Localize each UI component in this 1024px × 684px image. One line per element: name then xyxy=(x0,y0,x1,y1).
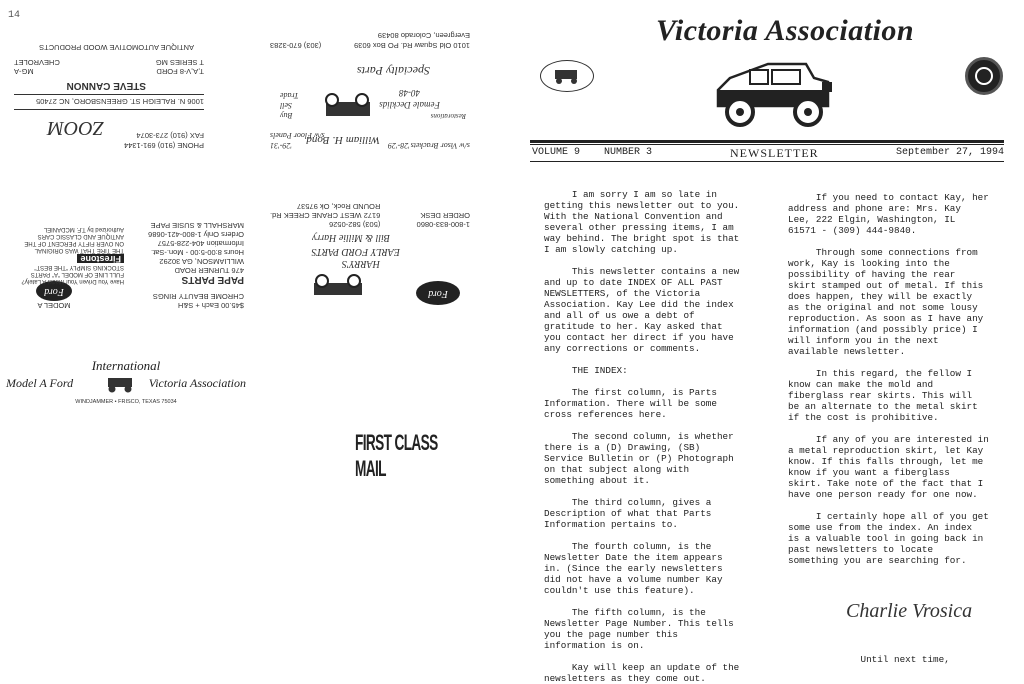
specialty-parts-ad xyxy=(270,25,470,150)
body-line xyxy=(544,255,739,266)
ad-right-0: T SERIES MG xyxy=(155,58,204,67)
body-line xyxy=(788,357,989,368)
body-line: Newsletter Date the item appears xyxy=(544,552,723,563)
signature: Charlie Vrosica xyxy=(846,600,973,622)
body-line: you contact her direct if you have xyxy=(544,332,734,343)
antique-wood-ad xyxy=(14,40,204,150)
body-line: available newsletter. xyxy=(788,346,906,357)
number-label: NUMBER 3 xyxy=(604,147,653,158)
newsletter-title: Victoria Association xyxy=(656,14,915,47)
association-emblem-icon xyxy=(540,60,594,92)
zoom-logo: ZOOM xyxy=(47,117,104,139)
body-line xyxy=(788,632,989,643)
body-line: The first column, is Parts xyxy=(544,387,717,398)
body-line: This newsletter contains a new xyxy=(544,266,740,277)
ad-fax: FAX (910) 273-3074 xyxy=(136,131,204,140)
body-line: several other pressing items, I am xyxy=(544,222,734,233)
pape-addr2: WILLIAMSON, GA 30292 xyxy=(159,257,244,266)
pape-parts-ad xyxy=(14,195,244,310)
body-line: did not have a volume number Kay xyxy=(544,574,723,585)
body-line: Kay will keep an update of the xyxy=(544,662,740,673)
fs-line-1: FULL LINE OF MODEL "A" PARTS xyxy=(30,271,124,277)
body-line: in. (Since the early newsletters xyxy=(544,563,723,574)
side2: Sell xyxy=(280,101,292,110)
body-line: be an alternate to the metal skirt xyxy=(788,401,978,412)
body-line: any corrections or comments. xyxy=(544,343,701,354)
pape-addr1: 476 TURNER ROAD xyxy=(174,266,244,275)
model-a-victoria-icon xyxy=(710,56,840,130)
ad-phone: PHONE (910) 691-1344 xyxy=(123,141,204,150)
chrome-price: $45.00 Each + S&H xyxy=(177,301,244,310)
body-line xyxy=(544,376,739,387)
body-line: you the page number this xyxy=(544,629,678,640)
order-phone: 1-800-833-0860 xyxy=(416,220,470,229)
body-line: NEWSLETTERS, of the Victoria xyxy=(544,288,701,299)
body-line: and up to date INDEX OF ALL PAST xyxy=(544,277,723,288)
specialty-addr1: 1010 Old Squaw Rd. PO Box 6039 xyxy=(354,41,470,50)
body-line xyxy=(544,651,739,662)
vintage-car-icon xyxy=(300,273,370,303)
pape-orders: Orders Only 1-800-421-0686 xyxy=(148,230,244,239)
body-line xyxy=(788,577,989,588)
ad-left-1: MG-A xyxy=(14,67,34,76)
harrys-addr1: 6172 WEST CRANE CREEK Rd. xyxy=(270,211,381,220)
body-line: information (and possibly price) I xyxy=(788,324,978,335)
body-line xyxy=(788,643,989,654)
owner-name: William H. Bond xyxy=(306,134,380,146)
body-line: skirt stamped out of metal. If this xyxy=(788,280,984,291)
body-line: Through some connections from xyxy=(788,247,978,258)
body-line xyxy=(788,423,989,434)
body-line: skirt. Take note of the fact that I xyxy=(788,478,984,489)
body-line: something about it. xyxy=(544,475,651,486)
harrys-ad xyxy=(270,200,470,305)
body-line: cross references here. xyxy=(544,409,667,420)
ad-line1: ANTIQUE AUTOMOTIVE WOOD PRODUCTS xyxy=(39,43,194,52)
body-line: possibility of having the rear xyxy=(788,269,956,280)
specialty-phone: (303) 670-3283 xyxy=(270,41,322,50)
side1: Trade xyxy=(280,91,299,100)
body-line: work, Kay is looking into the xyxy=(788,258,950,269)
body-line: In this regard, the fellow I xyxy=(788,368,973,379)
body-line: 61571 - (309) 444-9840. xyxy=(788,225,917,236)
fs-line-3: THE TIRE THAT WAS ORIGINAL xyxy=(34,247,124,253)
body-line: there is a (D) Drawing, (SB) xyxy=(544,442,701,453)
body-line: as the original and not some lousy xyxy=(788,302,978,313)
corner-mark: 14 xyxy=(8,10,21,21)
body-line: know if you want a fiberglass xyxy=(788,467,950,478)
body-line: know. If this falls through, let me xyxy=(788,456,984,467)
ad-address: 1006 N. RALEIGH ST. GREENSBORO, NC 27405 xyxy=(36,97,204,106)
ad-name: STEVE CANNON xyxy=(66,80,146,91)
harrys-addr2: ROUND Rock, Ok 97537 xyxy=(296,202,381,211)
body-line: I certainly hope all of you get xyxy=(788,511,989,522)
side4: Female Decklids xyxy=(379,100,440,110)
body-line: on that subject along with xyxy=(544,464,690,475)
side5: 40-48 xyxy=(399,88,420,98)
harrys-names: Bill & Millie Harry xyxy=(311,232,390,243)
first-class-mail: FIRST CLASS MAIL xyxy=(355,430,438,481)
right-note: s/w Visor Brackets xyxy=(410,141,470,150)
car-emblem-icon xyxy=(102,374,138,394)
fs-line-6: Authorized by T.F. MCDANIEL xyxy=(43,226,124,232)
body-line: have one person ready for one now. xyxy=(788,489,978,500)
body-line: Description of what that Parts xyxy=(544,508,712,519)
body-line: With the National Convention and xyxy=(544,211,723,222)
specialty-addr2: Evergreen, Colorado 80439 xyxy=(377,31,470,40)
fs-line-0: Have You Driven Your Model A Lately? xyxy=(21,278,124,284)
body-line: Information. There will be some xyxy=(544,398,717,409)
body-line: Service Bulletin or (P) Photograph xyxy=(544,453,734,464)
left-note: s/w Floor Panels xyxy=(270,131,325,140)
ford-oval-logo: Ford xyxy=(36,281,72,301)
firestone-logo: Firestone xyxy=(77,254,124,263)
club-seal-icon xyxy=(965,57,1003,95)
body-line: Newsletter Page Number. This tells xyxy=(544,618,734,629)
right-yr: '28-'29 xyxy=(387,141,410,150)
order-label: ORDER DESK xyxy=(420,211,470,220)
intl-address: WINDJAMMER • FRISCO, TEXAS 75034 xyxy=(75,399,177,405)
fs-line-4: ON OVER FIFTY PERCENT OF THE xyxy=(24,240,124,246)
body-line xyxy=(544,486,739,497)
body-line: does happen, they will be exactly xyxy=(788,291,973,302)
intl-line2-left: Model A Ford xyxy=(6,376,74,390)
body-line: couldn't use this feature). xyxy=(544,585,695,596)
body-line: is a valuable tool in going back in xyxy=(788,533,984,544)
ad-left-0: CHEVROLET xyxy=(14,58,60,67)
body-line: I am sorry I am so late in xyxy=(544,189,717,200)
harrys-line2: EARLY FORD PARTS xyxy=(311,246,400,257)
left-yr: '29-'31 xyxy=(270,141,293,150)
model-a-label: MODEL A xyxy=(37,301,71,310)
body-line: If any of you are interested in xyxy=(788,434,989,445)
body-line xyxy=(544,596,739,607)
volume-label: VOLUME 9 xyxy=(532,147,581,158)
body-line: Association. Kay Lee did the index xyxy=(544,299,734,310)
body-line: The second column, is whether xyxy=(544,431,734,442)
car-rollover-icon xyxy=(310,92,380,122)
body-line: Until next time, xyxy=(788,654,950,665)
body-line: and all of us owe a debt of xyxy=(544,310,695,321)
pape-title: PAPE PARTS xyxy=(181,274,244,285)
body-line: if the cost is prohibitive. xyxy=(788,412,939,423)
side3: Buy xyxy=(280,111,293,120)
harrys-phone1: (503) 582-0526 xyxy=(329,220,381,229)
body-column-right xyxy=(788,192,989,665)
body-line: The fifth column, is the xyxy=(544,607,706,618)
body-line xyxy=(788,236,989,247)
ford-oval-logo-2: Ford xyxy=(416,281,460,305)
body-line: a metal reproduction skirt, let Kay xyxy=(788,445,984,456)
intl-line2-right: Victoria Association xyxy=(148,376,246,390)
body-line xyxy=(544,420,739,431)
fs-line-2: STOCKING SIMPLY "THE BEST" xyxy=(34,264,124,270)
body-line: address and phone are: Mrs. Kay xyxy=(788,203,961,214)
body-line: something you are searching for. xyxy=(788,555,967,566)
pape-hours: Hours 8:00-5:00 - Mon.-Sat. xyxy=(151,248,244,257)
body-line: information is on. xyxy=(544,640,645,651)
pape-owners: MARSHALL & SUSIE PAPE xyxy=(150,221,244,230)
body-line xyxy=(544,354,739,365)
body-line: Information pertains to. xyxy=(544,519,678,530)
body-line: reproduction. As soon as I have any xyxy=(788,313,984,324)
intl-line1: International xyxy=(91,358,161,373)
body-line: The fourth column, is the xyxy=(544,541,712,552)
chrome-product: CHROME BEAUTY RINGS xyxy=(152,292,244,301)
newsletter-label: NEWSLETTER xyxy=(730,146,819,160)
return-address xyxy=(6,358,246,407)
pape-info: Information 404-228-5757 xyxy=(157,239,244,248)
body-line: some use from the index. An index xyxy=(788,522,973,533)
body-line xyxy=(788,588,989,599)
fs-line-5: ANTIQUE AND CLASSIC CARS xyxy=(37,233,124,239)
body-line: gratitude to her. Kay asked that xyxy=(544,321,723,332)
body-line xyxy=(788,500,989,511)
body-line: Lee, 222 Elgin, Washington, IL xyxy=(788,214,956,225)
body-line: know can make the mold and xyxy=(788,379,934,390)
newsletter-banner xyxy=(530,140,1004,162)
body-line xyxy=(544,530,739,541)
body-column-left xyxy=(544,189,739,684)
body-line xyxy=(788,566,989,577)
ad-right-1: T,A,V-8 FORD xyxy=(156,67,204,76)
body-line: I am slowly catching up. xyxy=(544,244,678,255)
body-line: will inform you in the next xyxy=(788,335,939,346)
body-line: fiberglass rear skirts. This will xyxy=(788,390,973,401)
mailing-panel xyxy=(0,0,512,661)
specialty-title: Specialty Parts xyxy=(357,64,430,78)
body-line: way behind. The bright spot is that xyxy=(544,233,740,244)
body-line: getting this newsletter out to you. xyxy=(544,200,740,211)
body-line: The third column, gives a xyxy=(544,497,712,508)
body-line: past newsletters to locate xyxy=(788,544,934,555)
body-line: THE INDEX: xyxy=(544,365,628,376)
newsletter-panel xyxy=(520,0,1024,684)
harrys-title: HARRY'S xyxy=(341,258,380,269)
side6: Restorations xyxy=(430,112,466,120)
issue-date: September 27, 1994 xyxy=(895,147,1004,158)
body-line: If you need to contact Kay, her xyxy=(788,192,989,203)
body-line: newsletters as they come out. xyxy=(544,673,706,684)
